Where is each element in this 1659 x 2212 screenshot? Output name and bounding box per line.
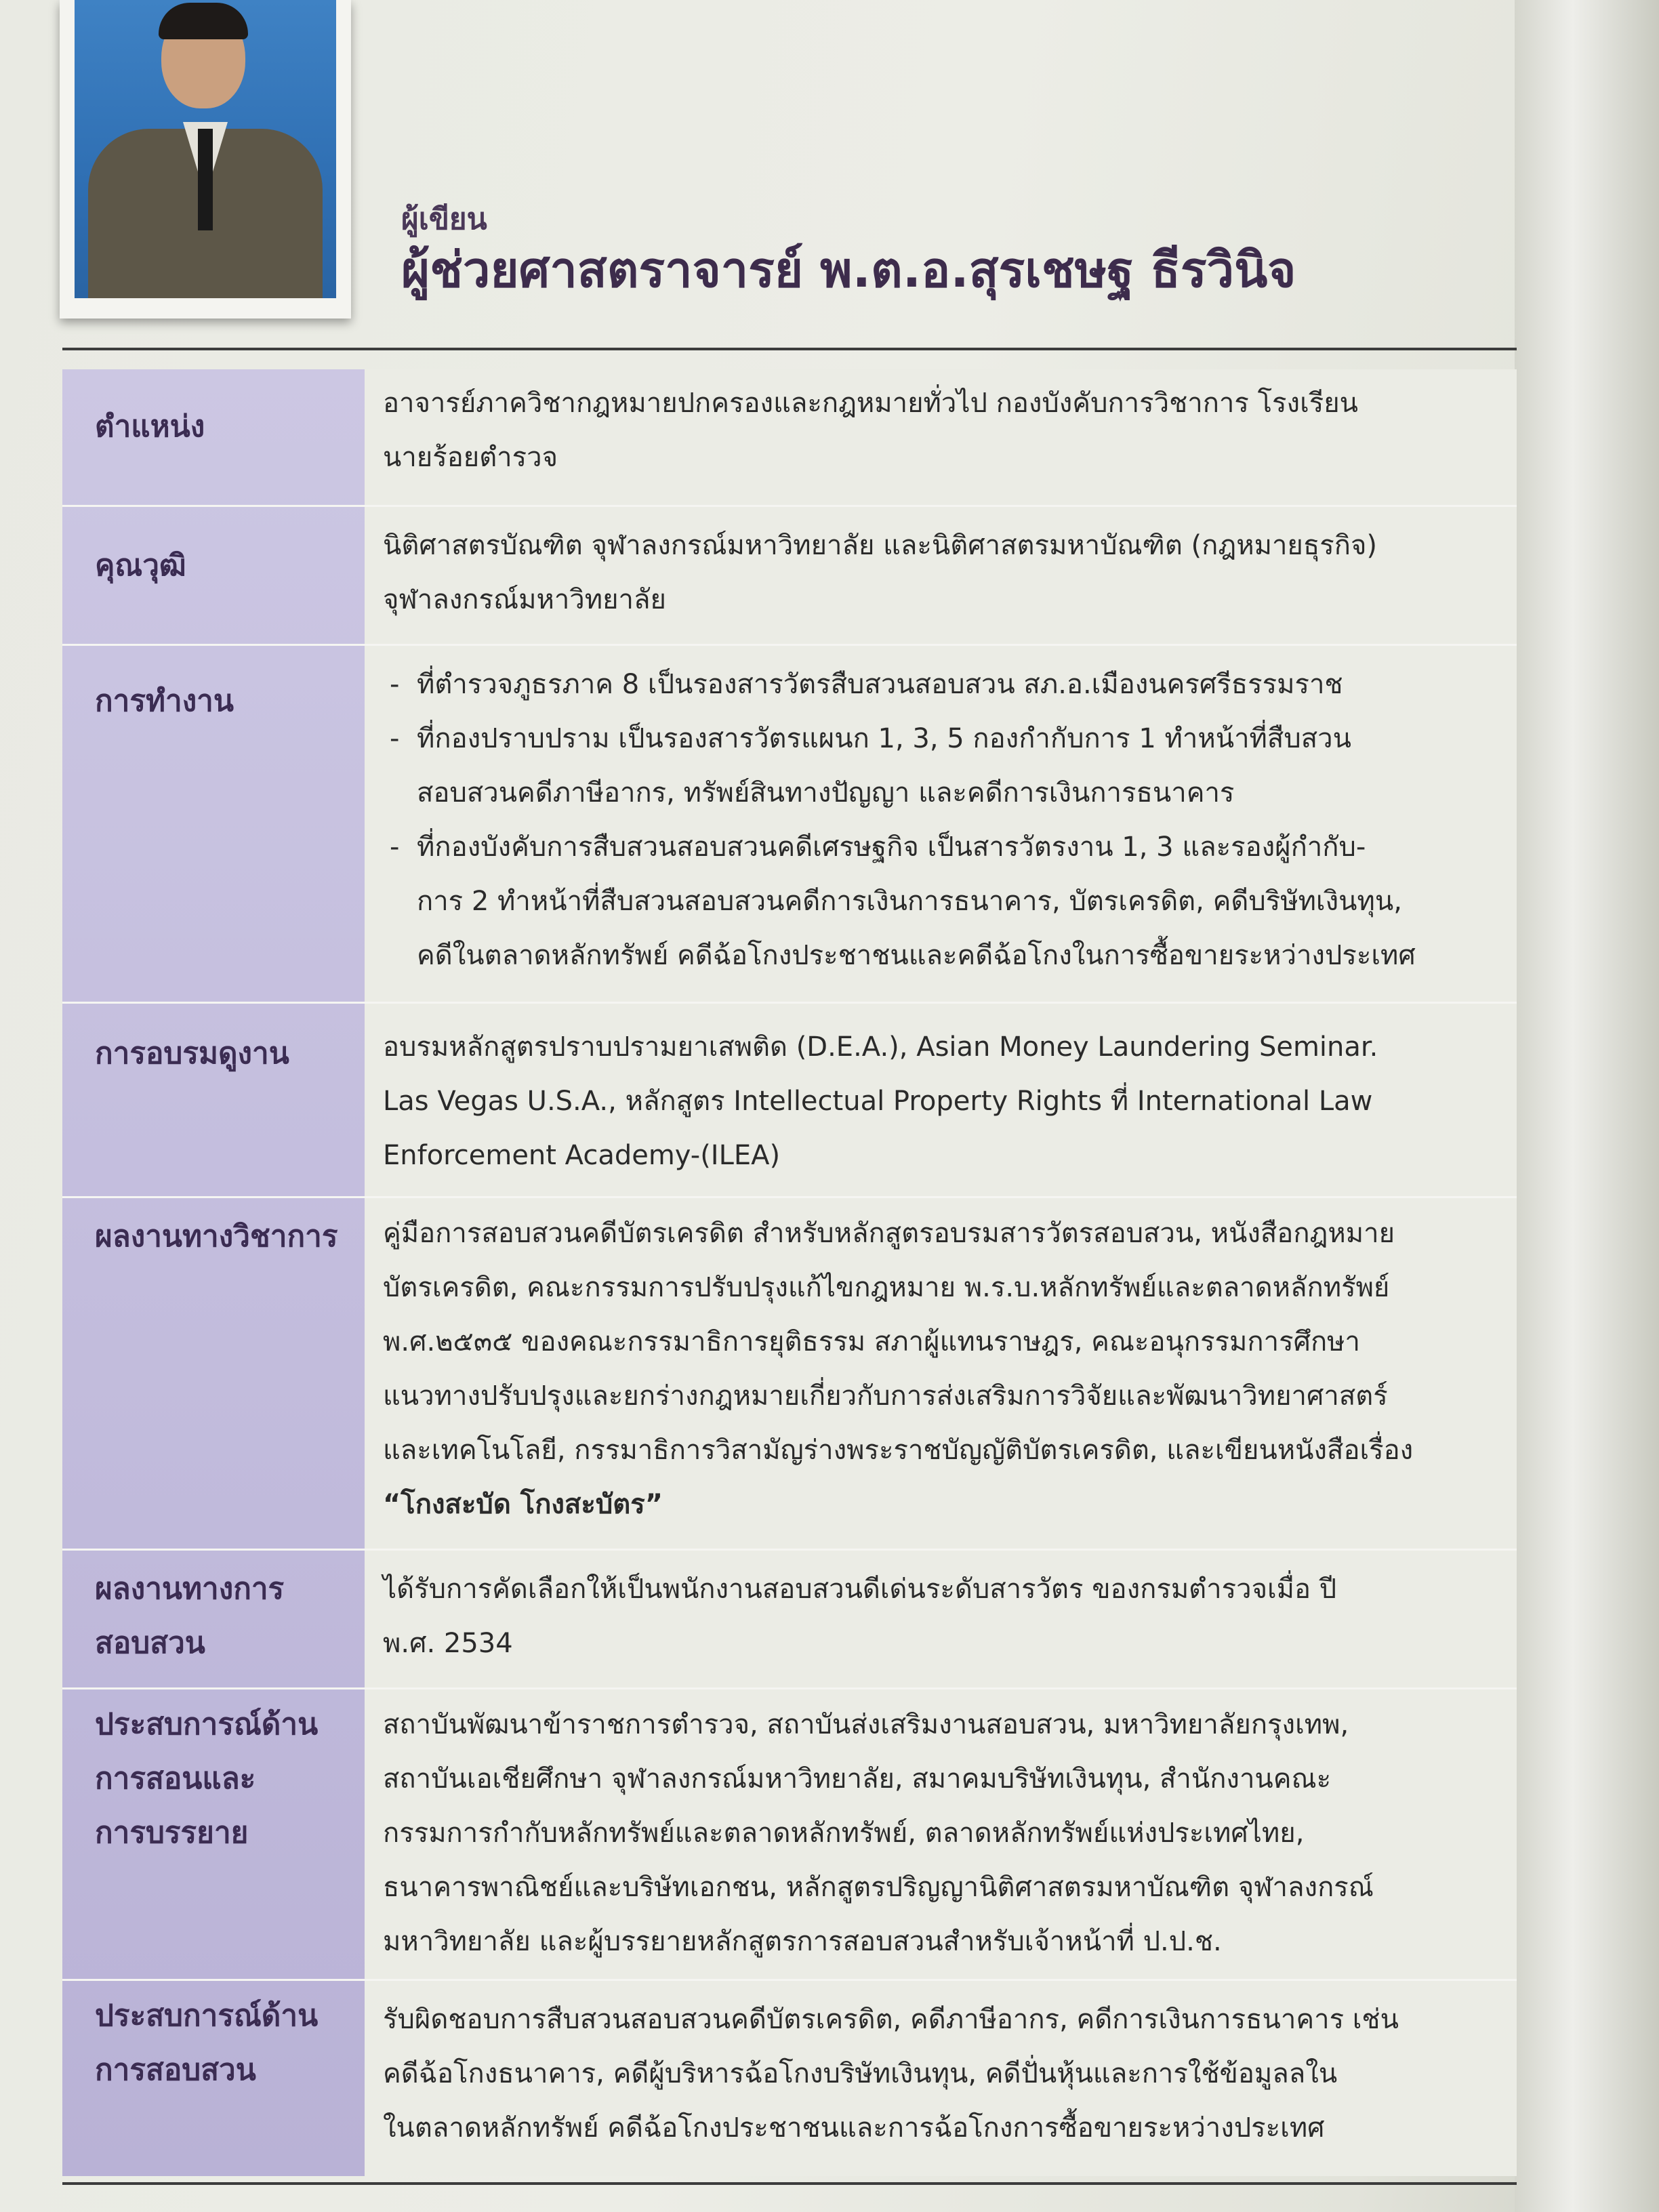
row-text-work xyxy=(383,657,1515,983)
book-spine-edge xyxy=(1515,0,1659,2212)
row-text-qualifications: นิติศาสตรบัณฑิต จุฬาลงกรณ์มหาวิทยาลัย และนิติศาสตรมหาบัณฑิต (กฎหมายธุรกิจ) จุฬาลงกรณ์มหาวิทยาลัย xyxy=(383,530,1378,615)
row-label-teaching-experience: ประสบการณ์ด้าน การสอนและ การบรรยาย xyxy=(95,1707,319,1850)
row-divider xyxy=(62,1687,1517,1689)
row-label-qualifications: คุณวุฒิ xyxy=(95,548,186,583)
bottom-divider xyxy=(62,2182,1517,2185)
row-divider xyxy=(62,644,1517,646)
work-item: - ที่ตำรวจภูธรภาค 8 เป็นรองสารวัตรสืบสวนสอบสวน สภ.อ.เมืองนครศรีธรรมราช xyxy=(383,657,1515,712)
top-divider xyxy=(62,348,1517,350)
work-item: - ที่กองบังคับการสืบสวนสอบสวนคดีเศรษฐกิจ เป็นสารวัตรงาน 1, 3 และรองผู้กำกับ- การ 2 ทำหน้าที่สืบสวนสอบสวนคดีการเงินการธนาคาร, บัตรเครดิต, คดีบริษัทเงินทุน, คดีในตลาดหลักทรัพย์ คดีฉ้อโกงประชาชนและคดีฉ้อโกงในการซื้อขายระหว่างประเทศ xyxy=(383,820,1515,983)
row-divider xyxy=(62,1002,1517,1004)
row-text-academic-works: คู่มือการสอบสวนคดีบัตรเครดิต สำหรับหลักสูตรอบรมสารวัตรสอบสวน, หนังสือกฎหมาย บัตรเครดิต, คณะกรรมการปรับปรุงแก้ไขกฎหมาย พ.ร.บ.หลักทรัพย์และตลาดหลักทรัพย์ พ.ศ.๒๕๓๕ ของคณะกรรมาธิการยุติธรรม สภาผู้แทนราษฎร, คณะอนุกรรมการศึกษา แนวทางปรับปรุงและยกร่างกฎหมายเกี่ยวกับการส่งเสริมการวิจัยและพัฒนาวิทยาศาสตร์ และเทคโนโลยี, กรรมาธิการวิสามัญร่างพระราชบัญญัติบัตรเครดิต, และเขียนหนังสือเรื่อง “โกงสะบัด โกงสะบัตร” xyxy=(383,1206,1515,1532)
row-divider xyxy=(62,1196,1517,1198)
row-text-position: อาจารย์ภาควิชากฎหมายปกครองและกฎหมายทั่วไป กองบังคับการวิชาการ โรงเรียน นายร้อยตำรวจ xyxy=(383,388,1359,473)
row-divider xyxy=(62,505,1517,507)
author-photo xyxy=(75,0,336,298)
row-divider xyxy=(62,1979,1517,1981)
row-divider xyxy=(62,1549,1517,1551)
work-item: - ที่กองปราบปราม เป็นรองสารวัตรแผนก 1, 3, 5 กองกำกับการ 1 ทำหน้าที่สืบสวน สอบสวนคดีภาษีอากร, ทรัพย์สินทางปัญญา และคดีการเงินการธนาคาร xyxy=(383,712,1515,820)
row-label-academic-works: ผลงานทางวิชาการ xyxy=(95,1219,338,1254)
author-label: ผู้เขียน xyxy=(401,202,487,237)
row-text-investigation-experience: รับผิดชอบการสืบสวนสอบสวนคดีบัตรเครดิต, คดีภาษีอากร, คดีการเงินการธนาคาร เช่น คดีฉ้อโกงธนาคาร, คดีผู้บริหารฉ้อโกงบริษัทเงินทุน, คดีปั่นหุ้นและการใช้ข้อมูลลใน ในตลาดหลักทรัพย์ คดีฉ้อโกงประชาชนและการฉ้อโกงการซื้อขายระหว่างประเทศ xyxy=(383,2004,1399,2144)
book-title: “โกงสะบัด โกงสะบัตร” xyxy=(383,1489,663,1520)
row-label-work: การทำงาน xyxy=(95,684,234,718)
row-label-investigation-experience: ประสบการณ์ด้าน การสอบสวน xyxy=(95,1999,319,2087)
author-name: ผู้ช่วยศาสตราจารย์ พ.ต.อ.สุรเชษฐ ธีรวินิจ xyxy=(401,241,1296,298)
author-photo-frame xyxy=(60,0,351,319)
row-label-investigation-works: ผลงานทางการ สอบสวน xyxy=(95,1572,285,1660)
row-label-training: การอบรมดูงาน xyxy=(95,1036,289,1071)
label-column xyxy=(62,369,365,2176)
row-label-position: ตำแหน่ง xyxy=(95,409,205,444)
row-text-training: อบรมหลักสูตรปราบปรามยาเสพติด (D.E.A.), Asian Money Laundering Seminar. Las Vegas U.S.A., หลักสูตร Intellectual Property Rights ที่ International Law Enforcement Academy-(ILEA) xyxy=(383,1031,1378,1171)
row-text-teaching-experience: สถาบันพัฒนาข้าราชการตำรวจ, สถาบันส่งเสริมงานสอบสวน, มหาวิทยาลัยกรุงเทพ, สถาบันเอเชียศึกษา จุฬาลงกรณ์มหาวิทยาลัย, สมาคมบริษัทเงินทุน, สำนักงานคณะ กรรมการกำกับหลักทรัพย์และตลาดหลักทรัพย์, ตลาดหลักทรัพย์แห่งประเทศไทย, ธนาคารพาณิชย์และบริษัทเอกชน, หลักสูตรปริญญานิติศาสตรมหาบัณฑิต จุฬาลงกรณ์ มหาวิทยาลัย และผู้บรรยายหลักสูตรการสอบสวนสำหรับเจ้าหน้าที่ ป.ป.ช. xyxy=(383,1709,1374,1957)
row-text-investigation-works: ได้รับการคัดเลือกให้เป็นพนักงานสอบสวนดีเด่นระดับสารวัตร ของกรมตำรวจเมื่อ ปี พ.ศ. 2534 xyxy=(383,1574,1337,1659)
